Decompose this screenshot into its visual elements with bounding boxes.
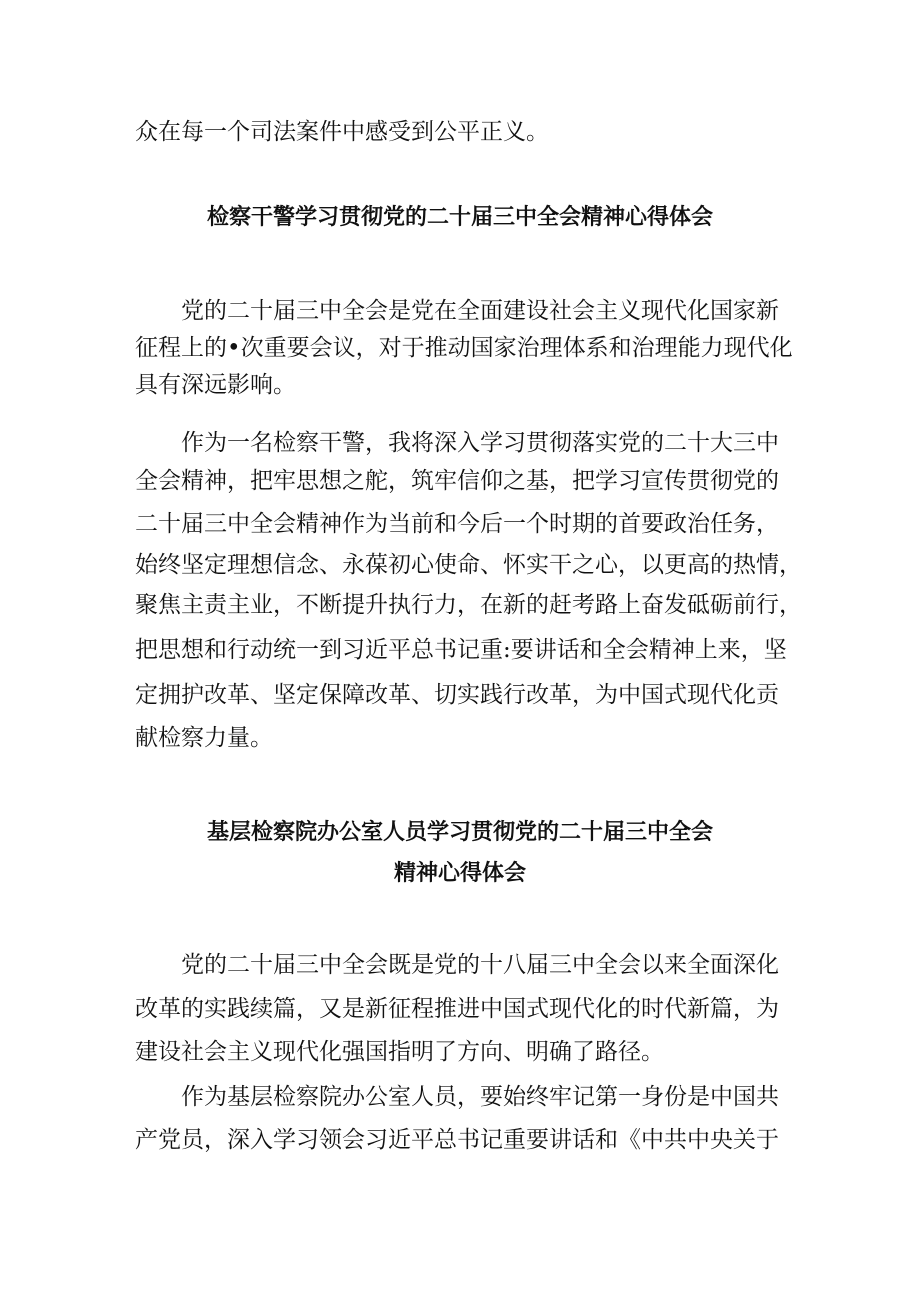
paragraph-line: 定拥护改革、坚定保障改革、切实践行改革，为中国式现代化贡 <box>135 682 779 708</box>
paragraph-line: 党的二十届三中全会既是党的十八届三中全会以来全面深化 <box>181 952 779 978</box>
paragraph-line: 作为基层检察院办公室人员，要始终牢记第一身份是中国共 <box>181 1084 779 1110</box>
section-title: 检察干警学习贯彻党的二十届三中全会精神心得体会 <box>206 205 713 230</box>
paragraph-line: 聚焦主责主业，不断提升执行力，在新的赶考路上奋发砥砺前行， <box>135 592 802 618</box>
paragraph-line: 党的二十届三中全会是党在全面建设社会主义现代化国家新 <box>181 298 779 324</box>
paragraph-line: 产党员，深入学习领会习近平总书记重要讲话和《中共中央关于 <box>135 1127 779 1153</box>
section-title: 精神心得体会 <box>393 861 526 886</box>
paragraph-line: 众在每一个司法案件中感受到公平正义。 <box>135 119 549 145</box>
paragraph-line: 具有深远影响。 <box>135 372 296 398</box>
paragraph-line: 作为一名检察干警，我将深入学习贯彻落实党的二十大三中 <box>181 430 779 456</box>
paragraph-line: 献检察力量。 <box>135 725 273 751</box>
section-title: 基层检察院办公室人员学习贯彻党的二十届三中全会 <box>206 820 713 845</box>
paragraph-line: 全会精神，把牢思想之舵，筑牢信仰之基，把学习宣传贯彻党的 <box>135 468 779 494</box>
paragraph-line: 把思想和行动统一到习近平总书记重:要讲话和全会精神上来，坚 <box>135 637 787 663</box>
paragraph-line: 征程上的•次重要会议，对于推动国家治理体系和治理能力现代化 <box>135 335 793 361</box>
paragraph-line: 始终坚定理想信念、永葆初心使命、怀实干之心，以更高的热情， <box>135 552 802 578</box>
paragraph-line: 二十届三中全会精神作为当前和今后一个时期的首要政治任务， <box>135 511 779 537</box>
paragraph-line: 改革的实践续篇，又是新征程推进中国式现代化的时代新篇，为 <box>135 996 779 1022</box>
paragraph-line: 建设社会主义现代化强国指明了方向、明确了路径。 <box>135 1039 664 1065</box>
